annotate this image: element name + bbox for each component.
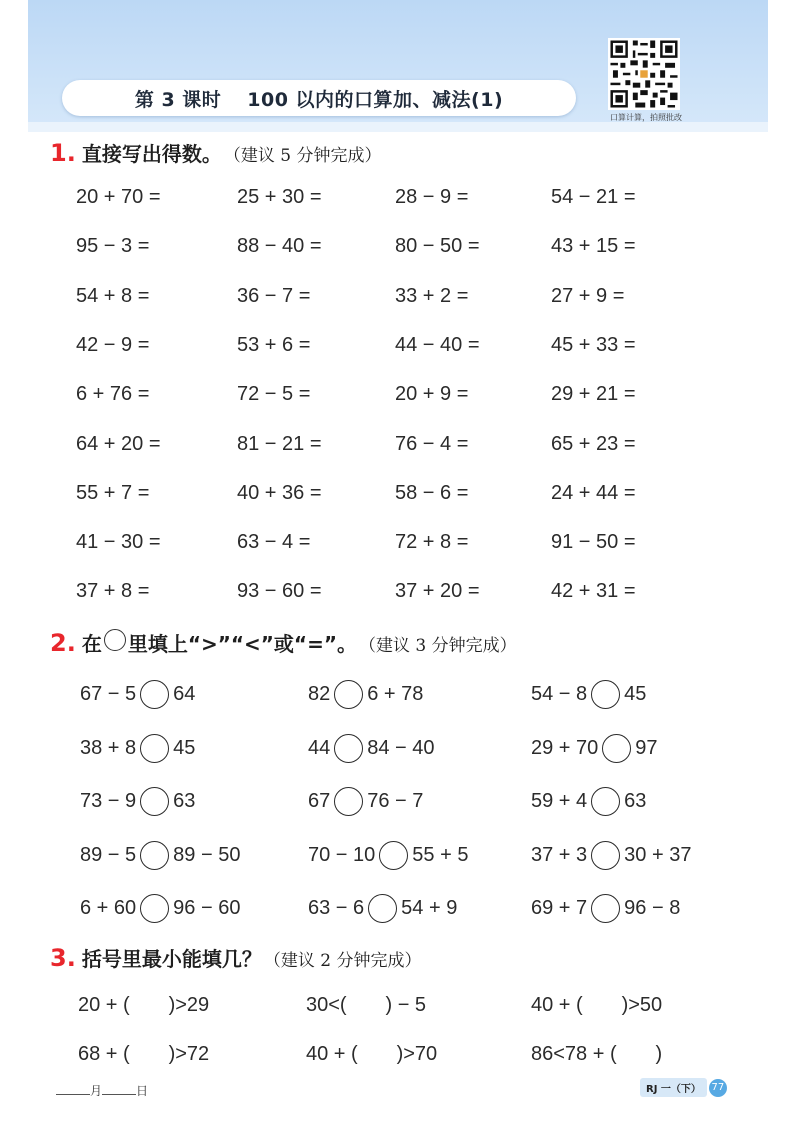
answer-circle[interactable] <box>591 680 620 709</box>
comparison-left: 37 + 3 <box>531 844 588 866</box>
answer-circle[interactable] <box>140 894 169 923</box>
problem-item[interactable]: 53 + 6 = <box>237 334 311 356</box>
problem-item[interactable]: 37 + 8 = <box>76 580 150 602</box>
comparison-right: 84 − 40 <box>367 737 435 759</box>
comparison-left: 69 + 7 <box>531 897 588 919</box>
comparison-right: 6 + 78 <box>367 683 424 705</box>
comparison-right: 89 − 50 <box>173 844 241 866</box>
problem-item[interactable]: 72 − 5 = <box>237 383 311 405</box>
problem-item[interactable]: 37 + 20 = <box>395 580 480 602</box>
problem-item[interactable]: 40 + 36 = <box>237 482 322 504</box>
comparison-left: 44 <box>308 737 331 759</box>
comparison-right: 45 <box>624 683 647 705</box>
section-3-title-text: 括号里最小能填几？ <box>81 947 262 971</box>
problem-item[interactable]: 25 + 30 = <box>237 186 322 208</box>
circle-icon <box>104 629 126 651</box>
edition-badge: RJ 一（下） <box>640 1078 707 1097</box>
problem-item[interactable]: 91 − 50 = <box>551 531 636 553</box>
problem-item[interactable]: 28 − 9 = <box>395 186 469 208</box>
fill-in-item[interactable]: 68 + ( )>72 <box>78 1043 210 1065</box>
comparison-left: 38 + 8 <box>80 737 137 759</box>
problem-item[interactable]: 45 + 33 = <box>551 334 636 356</box>
answer-circle[interactable] <box>140 734 169 763</box>
comparison-item <box>531 787 646 816</box>
lesson-number: 第 3 课时 <box>134 88 222 111</box>
comparison-item <box>308 841 468 870</box>
answer-circle[interactable] <box>591 894 620 923</box>
section-2-title-suffix: 里填上“>”“<”或“=”。 <box>127 632 357 656</box>
problem-item[interactable]: 41 − 30 = <box>76 531 161 553</box>
qr-code-icon[interactable] <box>608 38 680 110</box>
section-3-number: 3. <box>50 944 76 972</box>
problem-item[interactable]: 44 − 40 = <box>395 334 480 356</box>
comparison-item <box>80 680 195 709</box>
comparison-right: 63 <box>173 790 196 812</box>
section-2-title-prefix: 在 <box>81 632 102 656</box>
answer-circle[interactable] <box>140 680 169 709</box>
comparison-item <box>80 841 240 870</box>
lesson-title: 100 以内的口算加、减法(1) <box>247 88 504 111</box>
problem-item[interactable]: 43 + 15 = <box>551 235 636 257</box>
section-3-hint: （建议 2 分钟完成） <box>263 951 422 971</box>
problem-item[interactable]: 24 + 44 = <box>551 482 636 504</box>
page-number: 77 <box>709 1079 727 1097</box>
comparison-right: 96 − 8 <box>624 897 681 919</box>
problem-item[interactable]: 20 + 9 = <box>395 383 469 405</box>
comparison-left: 29 + 70 <box>531 737 599 759</box>
comparison-item <box>308 680 423 709</box>
comparison-right: 30 + 37 <box>624 844 692 866</box>
answer-circle[interactable] <box>140 841 169 870</box>
problem-item[interactable]: 36 − 7 = <box>237 285 311 307</box>
problem-item[interactable]: 54 − 21 = <box>551 186 636 208</box>
section-1-hint: （建议 5 分钟完成） <box>223 146 382 166</box>
answer-circle[interactable] <box>334 734 363 763</box>
problem-item[interactable]: 64 + 20 = <box>76 433 161 455</box>
problem-item[interactable]: 42 − 9 = <box>76 334 150 356</box>
problem-item[interactable]: 88 − 40 = <box>237 235 322 257</box>
problem-item[interactable]: 95 − 3 = <box>76 235 150 257</box>
problem-item[interactable]: 58 − 6 = <box>395 482 469 504</box>
answer-circle[interactable] <box>334 787 363 816</box>
qr-caption: 口算计算，拍照批改 <box>610 113 682 122</box>
problem-item[interactable]: 65 + 23 = <box>551 433 636 455</box>
day-label: 日 <box>136 1084 149 1098</box>
problem-item[interactable]: 80 − 50 = <box>395 235 480 257</box>
comparison-item <box>80 894 240 923</box>
comparison-left: 70 − 10 <box>308 844 376 866</box>
comparison-left: 89 − 5 <box>80 844 137 866</box>
comparison-right: 54 + 9 <box>401 897 458 919</box>
problem-item[interactable]: 33 + 2 = <box>395 285 469 307</box>
answer-circle[interactable] <box>602 734 631 763</box>
comparison-left: 59 + 4 <box>531 790 588 812</box>
answer-circle[interactable] <box>140 787 169 816</box>
problem-item[interactable]: 27 + 9 = <box>551 285 625 307</box>
problem-item[interactable]: 29 + 21 = <box>551 383 636 405</box>
comparison-left: 73 − 9 <box>80 790 137 812</box>
answer-circle[interactable] <box>591 841 620 870</box>
section-1-title <box>50 138 381 167</box>
fill-in-item[interactable]: 30<( ) − 5 <box>306 994 427 1016</box>
comparison-left: 67 − 5 <box>80 683 137 705</box>
problem-item[interactable]: 54 + 8 = <box>76 285 150 307</box>
comparison-item <box>531 894 680 923</box>
comparison-right: 63 <box>624 790 647 812</box>
section-2-number: 2. <box>50 629 76 657</box>
fill-in-item[interactable]: 40 + ( )>70 <box>306 1043 438 1065</box>
comparison-right: 97 <box>635 737 658 759</box>
comparison-item <box>80 734 195 763</box>
comparison-right: 45 <box>173 737 196 759</box>
comparison-right: 96 − 60 <box>173 897 241 919</box>
problem-item[interactable]: 81 − 21 = <box>237 433 322 455</box>
answer-circle[interactable] <box>379 841 408 870</box>
fill-in-item[interactable]: 20 + ( )>29 <box>78 994 210 1016</box>
problem-item[interactable]: 20 + 70 = <box>76 186 161 208</box>
section-2-title <box>50 628 517 657</box>
comparison-left: 54 − 8 <box>531 683 588 705</box>
fill-in-item[interactable]: 86<78 + ( ) <box>531 1043 663 1065</box>
answer-circle[interactable] <box>368 894 397 923</box>
problem-item[interactable]: 42 + 31 = <box>551 580 636 602</box>
comparison-left: 67 <box>308 790 331 812</box>
date-field[interactable] <box>56 1082 148 1099</box>
comparison-item <box>308 894 457 923</box>
problem-item[interactable]: 93 − 60 = <box>237 580 322 602</box>
answer-circle[interactable] <box>334 680 363 709</box>
comparison-item <box>531 680 646 709</box>
month-label: 月 <box>90 1084 103 1098</box>
page-footer <box>640 1078 727 1097</box>
comparison-right: 55 + 5 <box>412 844 469 866</box>
problem-item[interactable]: 63 − 4 = <box>237 531 311 553</box>
comparison-left: 82 <box>308 683 331 705</box>
problem-item[interactable]: 76 − 4 = <box>395 433 469 455</box>
section-2-hint: （建议 3 分钟完成） <box>358 636 517 656</box>
comparison-item <box>308 734 435 763</box>
problem-item[interactable]: 6 + 76 = <box>76 383 150 405</box>
fill-in-item[interactable]: 40 + ( )>50 <box>531 994 663 1016</box>
answer-circle[interactable] <box>591 787 620 816</box>
lesson-title-bar <box>62 80 576 116</box>
comparison-item <box>531 841 691 870</box>
section-3-title <box>50 943 421 972</box>
comparison-left: 63 − 6 <box>308 897 365 919</box>
comparison-item <box>80 787 195 816</box>
problem-item[interactable]: 72 + 8 = <box>395 531 469 553</box>
problem-item[interactable]: 55 + 7 = <box>76 482 150 504</box>
comparison-right: 76 − 7 <box>367 790 424 812</box>
comparison-item <box>531 734 658 763</box>
comparison-item <box>308 787 423 816</box>
comparison-right: 64 <box>173 683 196 705</box>
section-1-number: 1. <box>50 139 76 167</box>
comparison-left: 6 + 60 <box>80 897 137 919</box>
section-1-title-text: 直接写出得数。 <box>81 142 222 166</box>
